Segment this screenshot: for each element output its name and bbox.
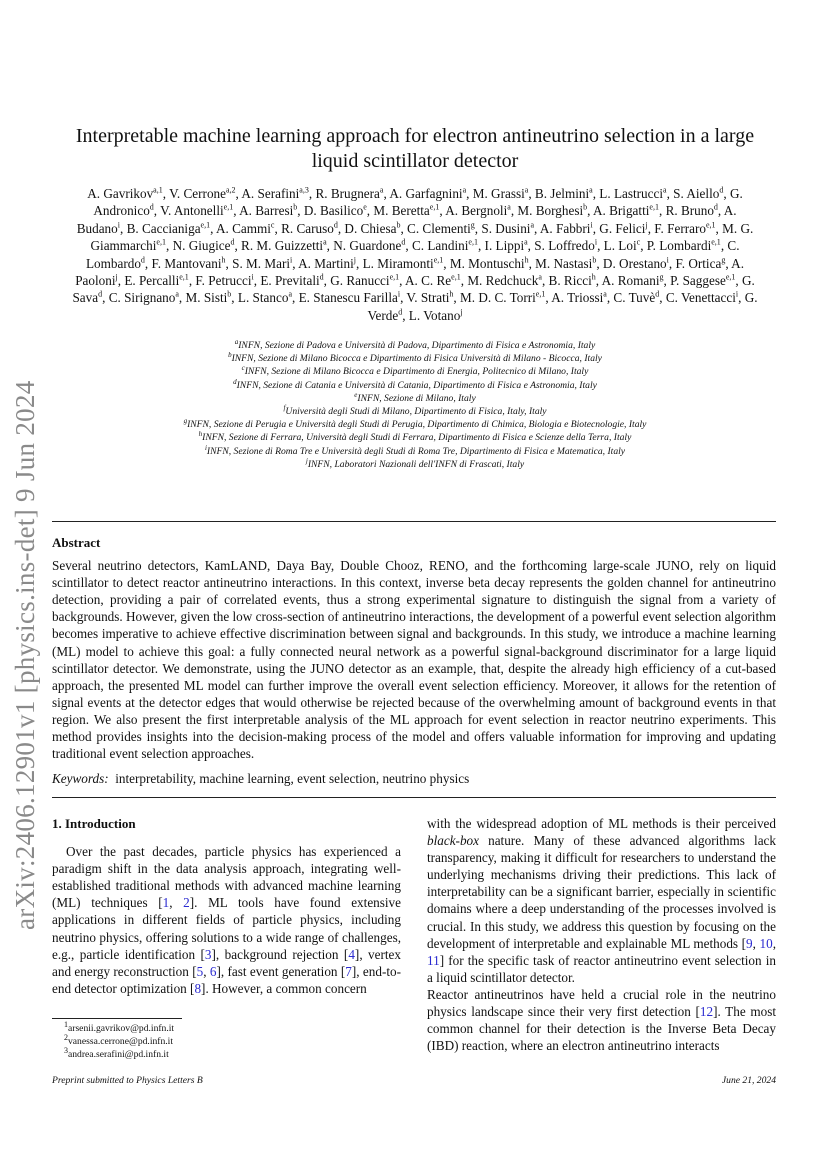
- affiliation-line: $^e$INFN, Sezione di Milano, Italy: [354, 390, 476, 404]
- affiliation-line: $^b$INFN, Sezione di Milano Bicocca e Dipartimento di Fisica Università di Milano - Bicocca, Italy: [228, 351, 602, 365]
- citation-link[interactable]: 7: [345, 963, 352, 979]
- footnote-email: $^3$andrea.serafini@pd.infn.it: [64, 1045, 169, 1060]
- intro-paragraph-1: Over the past decades, particle physics has experienced a paradigm shift in the data analysis approach, integrating well-established traditional methods with advanced machine learning (ML) techniques [1, 2]. ML tools have found extensive applications in different fields of particle physics, including neutrino physics, offering solutions to a wide range of challenges, e.g., particle identification [3], background rejection [4], vertex and energy reconstruction [5, 6], fast event generation [7], end-to-end detector optimization [8]. However, a common concern: [52, 844, 402, 996]
- section-heading-introduction: 1. Introduction: [52, 816, 136, 831]
- citation-link[interactable]: 4: [348, 946, 355, 962]
- citation-link[interactable]: 9: [746, 935, 753, 951]
- affiliation-list: [72, 339, 758, 471]
- affiliation-line: $^f$Università degli Studi di Milano, Dipartimento di Fisica, Italy, Italy: [283, 403, 547, 418]
- footnote-rule: [52, 1018, 182, 1019]
- keywords: [52, 770, 776, 787]
- abstract-text: Several neutrino detectors, KamLAND, Daya Bay, Double Chooz, RENO, and the forthcoming large-scale JUNO, rely on liquid scintillator to detect reactor antineutrino interactions. In this context, inverse beta decay represents the golden channel for antineutrino detection, providing a pair of correlated events, thus a strong experimental signature to distinguish the signal from a variety of backgrounds. However, given the low cross-section of antineutrino interactions, the development of a powerful event selection algorithm becomes imperative to achieve effective discrimination between signal and backgrounds. In this study, we introduce a machine learning (ML) model to achieve this goal: a fully connected neural network as a powerful signal-background discriminator for a large liquid scintillator detector. We demonstrate, using the JUNO detector as an example, that, despite the already high efficiency of a cut-based approach, the presented ML model can further improve the overall event selection efficiency. Moreover, it allows for the retention of signal events at the detector edges that would otherwise be rejected because of the overwhelming amount of background events in that region. We also present the first interpretable analysis of the ML approach for event selection in reactor neutrino experiments. This method provides insights into the decision-making process of the model and offers valuable information for improving and updating traditional event selection approaches.: [52, 558, 776, 762]
- citation-link[interactable]: 10: [759, 935, 773, 951]
- keywords-label: Keywords:: [52, 771, 109, 787]
- citation-link[interactable]: 12: [699, 1004, 714, 1020]
- author-list: A. Gavrikov$^{a,1}$, V. Cerrone$^{a,2}$, A. Serafini$^{a,3}$, R. Brugnera$^a$, A. Garfagnini$^a$, M. Grassi$^a$, B. Jelmini$^a$, L. Lastrucci$^a$, S. Aiello$^d$, G. Andronico$^d$, V. Antonelli$^{e,1}$, A. Barresi$^b$, D. Basilico$^e$, M. Beretta$^{e,1}$, A. Bergnoli$^a$, M. Borghesi$^b$, A. Brigatti$^{e,1}$, R. Bruno$^d$, A. Budano$^i$, B. Caccianiga$^{e,1}$, A. Cammi$^c$, R. Caruso$^d$, D. Chiesa$^b$, C. Clementi$^g$, S. Dusini$^a$, A. Fabbri$^i$, G. Felici$^j$, F. Ferraro$^{e,1}$, M. G. Giammarchi$^{e,1}$, N. Giugice$^d$, R. M. Guizzetti$^a$, N. Guardone$^d$, C. Landini$^{e,1}$, I. Lippi$^a$, S. Loffredo$^i$, L. Loi$^c$, P. Lombardi$^{e,1}$, C. Lombardo$^d$, F. Mantovani$^h$, S. M. Mari$^i$, A. Martini$^j$, L. Miramonti$^{e,1}$, M. Montuschi$^h$, M. Nastasi$^b$, D. Orestano$^i$, F. Ortica$^g$, A. Paoloni$^j$, E. Percalli$^{e,1}$, F. Petrucci$^i$, E. Previtali$^d$, G. Ranucci$^{e,1}$, A. C. Re$^{e,1}$, M. Redchuck$^a$, B. Ricci$^h$, A. Romani$^g$, P. Saggese$^{e,1}$, G. Sava$^d$, C. Sirignano$^a$, M. Sisti$^b$, L. Stanco$^a$, E. Stanescu Farilla$^i$, V. Strati$^h$, M. D. C. Torri$^{e,1}$, A. Triossi$^a$, C. Tuvè$^d$, C. Venettacci$^i$, G. Verde$^d$, L. Votano$^j$: [72, 185, 758, 323]
- footnote-email: $^2$vanessa.cerrone@pd.infn.it: [64, 1032, 174, 1047]
- affiliation-line: $^g$INFN, Sezione di Perugia e Università degli Studi di Perugia, Dipartimento di Chimica, Biologia e Biotecnologie, Italy: [183, 417, 647, 431]
- citation-link[interactable]: 2: [183, 895, 190, 911]
- footer-preprint: Preprint submitted to Physics Letters B: [52, 1075, 203, 1086]
- arxiv-stamp: arXiv:2406.12901v1 [physics.ins-det] 9 Jun 2024: [10, 380, 40, 930]
- abstract-heading: Abstract: [52, 535, 101, 550]
- citation-link[interactable]: 8: [194, 980, 202, 996]
- affiliation-line: $^h$INFN, Sezione di Ferrara, Università degli Studi di Ferrara, Dipartimento di Fisica e Scienze della Terra, Italy: [198, 430, 632, 444]
- abstract-bottom-rule: [52, 797, 776, 798]
- abstract-top-rule: [52, 521, 776, 522]
- citation-link[interactable]: 1: [162, 895, 170, 911]
- paper-title: Interpretable machine learning approach for electron antineutrino selection in a large liquid scintillator detector: [75, 125, 755, 172]
- citation-link[interactable]: 11: [427, 952, 440, 968]
- affiliation-line: $^i$INFN, Sezione di Roma Tre e Università degli Studi di Roma Tre, Dipartimento di Fisica e Matematica, Italy: [204, 443, 626, 457]
- right-column: [427, 815, 776, 1054]
- citation-link[interactable]: 5: [196, 963, 204, 979]
- affiliation-line: $^d$INFN, Sezione di Catania e Università di Catania, Dipartimento di Fisica e Astronomia, Italy: [233, 377, 597, 391]
- affiliation-line: $^c$INFN, Sezione di Milano Bicocca e Dipartimento di Energia, Politecnico di Milano, Italy: [241, 364, 589, 378]
- intro-paragraph-1-cont: with the widespread adoption of ML methods is their perceived black-box nature. Many of these advanced algorithms lack transparency, making it difficult for researchers to understand the underlying mechanisms driving their predictions. This lack of interpretability can be a significant barrier, especially in scientific domains where a deep understanding of the processes involved is crucial. In this study, we address this question by focusing on the development of interpretable and explainable ML methods [9, 10, 11] for the specific task of reactor antineutrino event selection in a liquid scintillator detector.: [427, 816, 776, 985]
- footnote-email: $^1$arsenii.gavrikov@pd.infn.it: [64, 1019, 175, 1034]
- affiliation-line: $^a$INFN, Sezione di Padova e Università di Padova, Dipartimento di Fisica e Astronomia, Italy: [234, 337, 596, 351]
- abstract-section: [52, 534, 776, 787]
- footer-date: June 21, 2024: [721, 1075, 776, 1086]
- footnotes: [52, 1018, 182, 1061]
- left-column: [52, 815, 401, 997]
- citation-link[interactable]: 3: [204, 946, 212, 962]
- intro-paragraph-2: Reactor antineutrinos have held a crucial role in the neutrino physics landscape since their very first detection [12]. The most common channel for their detection is the Inverse Beta Decay (IBD) reaction, where an electron antineutrino interacts: [427, 986, 776, 1054]
- affiliation-line: $^j$INFN, Laboratori Nazionali dell'INFN di Frascati, Italy: [305, 456, 525, 470]
- citation-link[interactable]: 6: [209, 963, 217, 979]
- keywords-text: interpretability, machine learning, event selection, neutrino physics: [115, 771, 470, 787]
